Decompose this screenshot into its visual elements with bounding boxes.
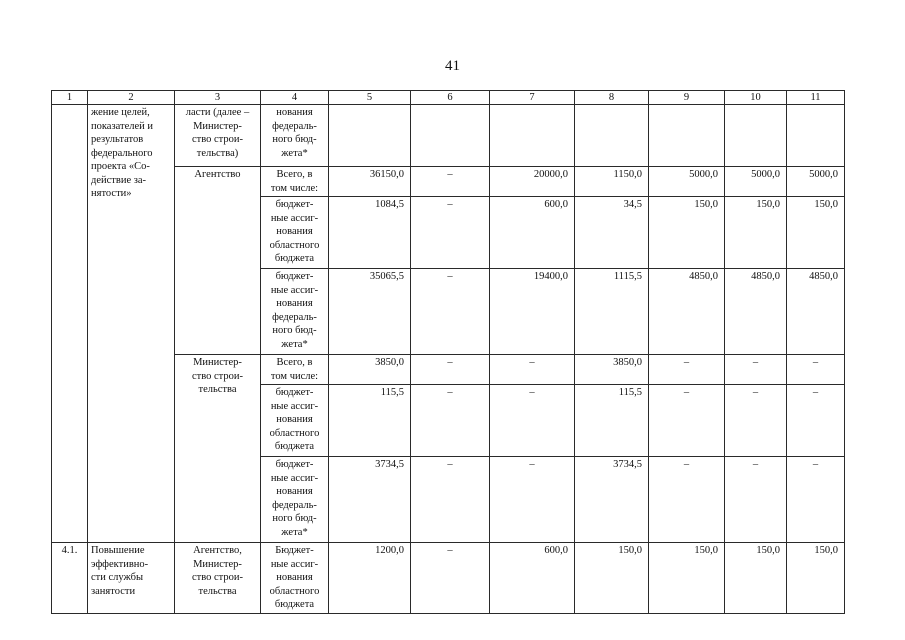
value-cell: 20000,0 [490, 167, 575, 197]
funding-source-line: бюджет- [275, 271, 314, 282]
value-cell [725, 105, 787, 167]
funding-source-line: федераль- [272, 499, 317, 511]
measure-name-line: занятости [91, 585, 136, 597]
column-number-cell: 4 [261, 91, 329, 105]
column-number-cell: 7 [490, 91, 575, 105]
value-cell: – [411, 269, 490, 355]
executor-cell [175, 355, 261, 543]
measure-name-line: действие за- [91, 174, 147, 186]
funding-source-line: нования [276, 572, 313, 583]
funding-source-line: жета* [281, 147, 308, 159]
funding-source-cell [261, 543, 329, 614]
value-cell: – [787, 457, 845, 543]
value-cell: 150,0 [649, 543, 725, 614]
value-cell: 150,0 [725, 543, 787, 614]
value-cell: – [411, 457, 490, 543]
value-cell: – [787, 385, 845, 457]
measure-name-line: показателей и [91, 120, 154, 132]
value-cell: – [411, 385, 490, 457]
funding-source-line: Бюджет- [275, 545, 314, 556]
executor-line: Министер- [193, 120, 242, 132]
value-cell: – [490, 385, 575, 457]
funding-source-line: областного [269, 239, 320, 251]
funding-source-line: ные ассиг- [270, 472, 319, 484]
value-cell: 35065,5 [329, 269, 411, 355]
value-cell: – [411, 543, 490, 614]
value-cell: 3734,5 [329, 457, 411, 543]
funding-source-cell [261, 385, 329, 457]
value-cell: 150,0 [725, 197, 787, 269]
funding-source-line: нования [276, 486, 313, 497]
funding-source-cell [261, 269, 329, 355]
funding-source-cell [261, 457, 329, 543]
funding-source-line: бюджет- [275, 387, 314, 398]
executor-line: ласти (далее – [185, 107, 250, 118]
value-cell: – [649, 457, 725, 543]
funding-source-line: областного [269, 585, 320, 597]
value-cell: 3850,0 [575, 355, 649, 385]
value-cell: 1115,5 [575, 269, 649, 355]
value-cell: 1084,5 [329, 197, 411, 269]
value-cell: – [787, 355, 845, 385]
value-cell: – [725, 385, 787, 457]
column-number-cell: 8 [575, 91, 649, 105]
executor-line: Министер- [193, 558, 242, 570]
funding-source-cell [261, 167, 329, 197]
funding-source-line: нования [276, 226, 313, 237]
value-cell: 3734,5 [575, 457, 649, 543]
funding-source-line: бюджета [274, 253, 315, 264]
executor-line: тельства) [196, 147, 239, 159]
value-cell: – [649, 385, 725, 457]
measure-name-cell [88, 543, 175, 614]
column-number-cell: 2 [88, 91, 175, 105]
funding-source-line: федераль- [272, 311, 317, 323]
executor-line: ство строи- [191, 572, 243, 583]
executor-line: Агентство, [193, 545, 242, 556]
funding-source-line: ного бюд- [272, 513, 317, 524]
funding-source-line: ные ассиг- [270, 284, 319, 296]
value-cell [329, 105, 411, 167]
funding-source-line: ные ассиг- [270, 558, 319, 570]
funding-source-cell [261, 355, 329, 385]
value-cell: 34,5 [575, 197, 649, 269]
value-cell: 4850,0 [787, 269, 845, 355]
value-cell: 1200,0 [329, 543, 411, 614]
executor-line: Агентство [194, 169, 241, 180]
value-cell [490, 105, 575, 167]
value-cell: 150,0 [575, 543, 649, 614]
funding-source-line: ные ассиг- [270, 400, 319, 412]
funding-source-line: Всего, в [276, 169, 313, 180]
funding-source-cell [261, 105, 329, 167]
measure-name-cell [88, 105, 175, 543]
funding-source-line: нования [276, 414, 313, 425]
column-number-cell: 11 [787, 91, 845, 105]
column-number-row [52, 91, 845, 105]
value-cell [787, 105, 845, 167]
funding-source-line: нования [276, 298, 313, 309]
value-cell: 600,0 [490, 543, 575, 614]
measure-name-line: проекта «Со- [91, 161, 150, 172]
table-row [52, 543, 845, 614]
executor-cell [175, 167, 261, 355]
executor-line: Министер- [193, 357, 242, 368]
value-cell: 115,5 [329, 385, 411, 457]
number-cell [52, 105, 88, 543]
funding-source-line: жета* [281, 526, 308, 538]
value-cell: – [411, 197, 490, 269]
column-number-cell: 9 [649, 91, 725, 105]
funding-source-line: бюджет- [275, 199, 314, 210]
value-cell: – [725, 355, 787, 385]
funding-source-line: ного бюд- [272, 134, 317, 145]
measure-name-line: результатов [91, 134, 144, 145]
value-cell [649, 105, 725, 167]
measure-name-line: федерального [91, 147, 153, 159]
value-cell: – [411, 355, 490, 385]
value-cell: – [649, 355, 725, 385]
column-number-cell: 6 [411, 91, 490, 105]
measure-name-line: жение целей, [91, 107, 150, 118]
funding-source-line: том числе: [270, 370, 319, 382]
measure-name-line: Повышение [91, 545, 145, 556]
table-body [52, 91, 845, 614]
value-cell: 4850,0 [649, 269, 725, 355]
value-cell: 115,5 [575, 385, 649, 457]
table-row [52, 105, 845, 167]
value-cell: 150,0 [649, 197, 725, 269]
funding-source-line: федераль- [272, 120, 317, 132]
executor-cell [175, 105, 261, 167]
value-cell: 3850,0 [329, 355, 411, 385]
executor-line: тельства [198, 585, 237, 597]
executor-cell [175, 543, 261, 614]
funding-source-line: том числе: [270, 182, 319, 194]
value-cell: 5000,0 [649, 167, 725, 197]
column-number-cell: 5 [329, 91, 411, 105]
executor-line: ство строи- [191, 134, 243, 145]
value-cell: 5000,0 [787, 167, 845, 197]
value-cell [575, 105, 649, 167]
column-number-cell: 10 [725, 91, 787, 105]
value-cell: 5000,0 [725, 167, 787, 197]
value-cell [411, 105, 490, 167]
value-cell: – [411, 167, 490, 197]
funding-source-line: ного бюд- [272, 325, 317, 336]
funding-source-line: бюджета [274, 599, 315, 610]
page-number: 41 [445, 58, 460, 74]
value-cell: – [490, 457, 575, 543]
value-cell: 1150,0 [575, 167, 649, 197]
value-cell: 600,0 [490, 197, 575, 269]
value-cell: – [725, 457, 787, 543]
measure-name-line: эффективно- [91, 558, 149, 570]
funding-source-line: нования [276, 107, 313, 118]
funding-source-line: Всего, в [276, 357, 313, 368]
funding-source-line: бюджета [274, 441, 315, 452]
funding-source-line: бюджет- [275, 459, 314, 470]
value-cell: 150,0 [787, 543, 845, 614]
financing-table [51, 90, 845, 614]
value-cell: 19400,0 [490, 269, 575, 355]
executor-line: тельства [198, 384, 237, 395]
funding-source-line: ные ассиг- [270, 212, 319, 224]
executor-line: ство строи- [191, 370, 243, 382]
value-cell: 4850,0 [725, 269, 787, 355]
column-number-cell: 3 [175, 91, 261, 105]
number-cell: 4.1. [52, 543, 88, 614]
funding-source-cell [261, 197, 329, 269]
funding-source-line: областного [269, 427, 320, 439]
measure-name-line: сти службы [91, 572, 144, 583]
value-cell: 150,0 [787, 197, 845, 269]
column-number-cell: 1 [52, 91, 88, 105]
value-cell: 36150,0 [329, 167, 411, 197]
funding-source-line: жета* [281, 338, 308, 350]
measure-name-line: нятости» [91, 188, 132, 199]
value-cell: – [490, 355, 575, 385]
